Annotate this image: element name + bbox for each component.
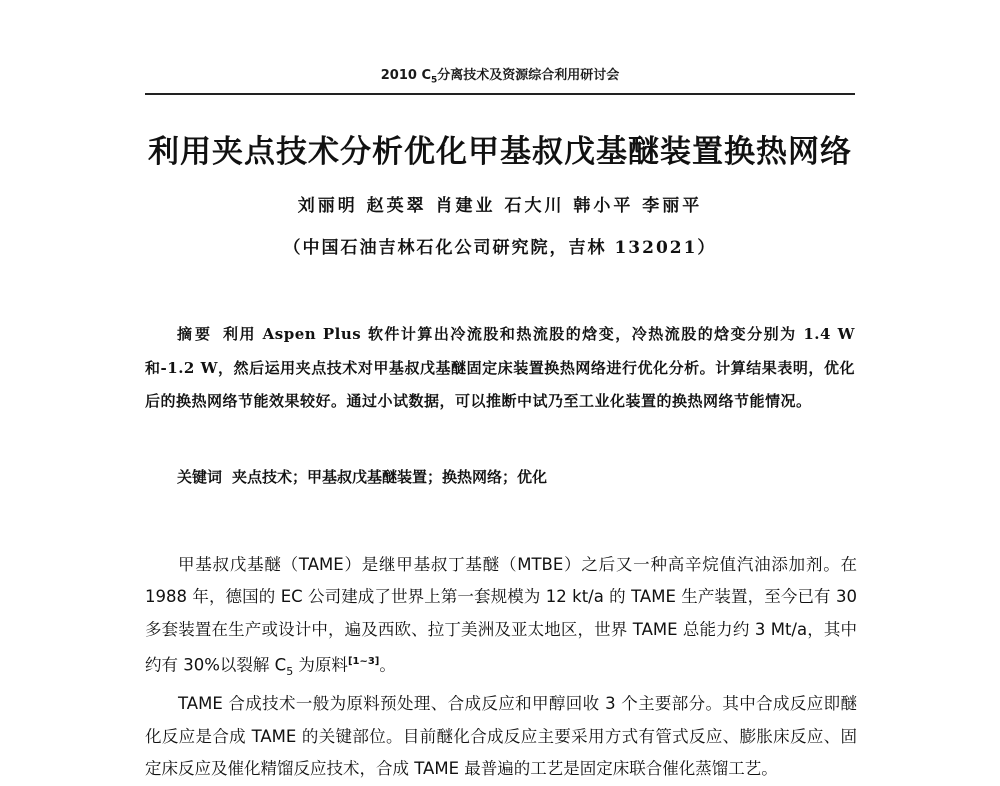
affiliation: （中国石油吉林石化公司研究院，吉林 132021） [283, 238, 717, 258]
conference-name-prefix: 2010 C [380, 68, 431, 83]
keywords-label: 关键词 [177, 468, 223, 486]
abstract-text: 利用 Aspen Plus 软件计算出冷流股和热流股的焓变，冷热流股的焓变分别为 1.4 W和-1.2 W，然后运用夹点技术对甲基叔戊基醚固定床装置换热网络进行优化分析。计算结果表明，优化后的换热网络节能效果较好。通过小试数据，可以推断中试乃至工业化装置的换热网络节能情况。 [145, 325, 855, 410]
paragraph-1-subscript: 5 [286, 665, 294, 679]
abstract-label: 摘要 [177, 325, 213, 343]
body-paragraph-1 [145, 549, 857, 688]
citation-reference: [1~3] [347, 656, 380, 668]
body-paragraph-2: TAME 合成技术一般为原料预处理、合成反应和甲醇回收 3 个主要部分。其中合成反应即醚化反应是合成 TAME 的关键部位。目前醚化合成反应主要采用方式有管式反应、膨胀床反应、固定床反应及催化精馏反应技术，合成 TAME 最普遍的工艺是固定床联合催化蒸馏工艺。 [145, 694, 857, 779]
keywords-text: 夹点技术；甲基叔戊基醚装置；换热网络；优化 [232, 468, 548, 486]
author-list: 刘丽明 赵英翠 肖建业 石大川 韩小平 李丽平 [297, 196, 703, 216]
conference-header [145, 64, 855, 86]
paper-title: 利用夹点技术分析优化甲基叔戊基醚装置换热网络 [148, 134, 852, 170]
body-text [145, 549, 857, 786]
header-rule [145, 93, 855, 95]
keywords [177, 466, 857, 487]
conference-name-suffix: 分离技术及资源综合利用研讨会 [437, 68, 620, 83]
paragraph-1-text-cont: 为原料 [293, 655, 348, 675]
paragraph-1-end: 。 [379, 655, 396, 675]
paragraph-1-text: 甲基叔戊基醚（TAME）是继甲基叔丁基醚（MTBE）之后又一种高辛烷值汽油添加剂。在 1988 年，德国的 EC 公司建成了世界上第一套规模为 12 kt/a 的 TAME 生产装置，至今已有 30 多套装置在生产或设计中，遍及西欧、拉丁美洲及亚太地区，世界 TAME 总能力约 3 Mt/a，其中约有 30%以裂解 C [145, 555, 857, 675]
abstract [145, 318, 855, 419]
conference-name-subscript: 5 [430, 75, 438, 86]
